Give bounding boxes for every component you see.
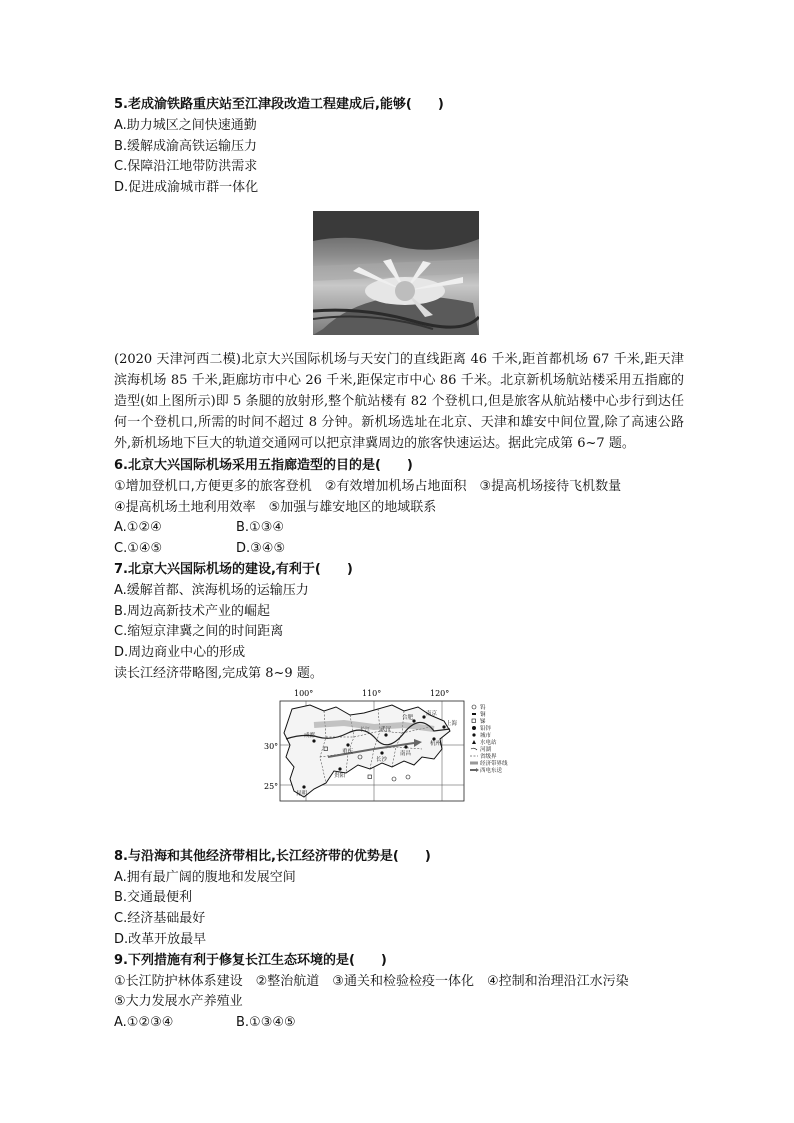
airport-photo-container bbox=[114, 211, 694, 335]
legend-item: 西电东送 bbox=[480, 767, 503, 774]
question-6-option-d[interactable]: D.③④⑤ bbox=[236, 541, 286, 557]
airport-photo-icon bbox=[313, 211, 479, 335]
legend-item: 水电站 bbox=[480, 739, 497, 746]
legend-item: 省级界 bbox=[480, 753, 497, 760]
question-6-stem: 6.北京大兴国际机场采用五指廊造型的目的是( ) bbox=[114, 457, 413, 473]
city-label: 成都 bbox=[304, 732, 316, 739]
question-7-option-b[interactable]: B.周边高新技术产业的崛起 bbox=[114, 603, 271, 619]
question-5-option-c[interactable]: C.保障沿江地带防洪需求 bbox=[114, 159, 258, 175]
question-8-stem: 8.与沿海和其他经济带相比,长江经济带的优势是( ) bbox=[114, 848, 431, 864]
lon-label-100: 100° bbox=[294, 688, 314, 698]
city-label: 重庆 bbox=[342, 748, 354, 755]
question-6-option-a[interactable]: A.①②④ bbox=[114, 520, 162, 536]
legend-river-icon bbox=[471, 748, 477, 750]
legend-item: 锑 bbox=[480, 718, 486, 725]
lon-label-120: 120° bbox=[430, 688, 450, 698]
city-label: 杭州 bbox=[430, 740, 442, 747]
question-5-option-a[interactable]: A.助力城区之间快速通勤 bbox=[114, 117, 257, 133]
question-5-option-d[interactable]: D.促进成渝城市群一体化 bbox=[114, 180, 259, 196]
legend-antimony-icon bbox=[472, 719, 476, 723]
legend-lead-zinc-icon bbox=[472, 726, 476, 730]
question-5-stem: 5.老成渝铁路重庆站至江津段改造工程建成后,能够( ) bbox=[114, 97, 444, 112]
legend-item: 河湖 bbox=[480, 746, 492, 753]
question-7-option-d[interactable]: D.周边商业中心的形成 bbox=[114, 645, 246, 661]
legend-hydropower-icon bbox=[472, 740, 476, 744]
legend-item: 城市 bbox=[480, 732, 492, 739]
question-7-option-c[interactable]: C.缩短京津冀之间的时间距离 bbox=[114, 624, 284, 640]
question-6-options-row-2 bbox=[114, 539, 694, 560]
lat-label-25: 25° bbox=[264, 781, 279, 791]
passage-map-intro: 读长江经济带略图,完成第 8~9 题。 bbox=[114, 665, 323, 681]
city-label: 合肥 bbox=[402, 714, 414, 721]
city-label: 昆明 bbox=[296, 790, 308, 797]
legend-item: 钨 bbox=[480, 704, 486, 711]
yangtze-map-container bbox=[114, 687, 694, 829]
question-8-option-a[interactable]: A.拥有最广阔的腹地和发展空间 bbox=[114, 869, 296, 885]
lon-label-110: 110° bbox=[362, 688, 382, 698]
lat-label-30: 30° bbox=[264, 741, 279, 751]
question-9-option-a[interactable]: A.①②③④ bbox=[114, 1015, 174, 1031]
question-6-items-line-2: ④提高机场土地利用效率 ⑤加强与雄安地区的地域联系 bbox=[114, 499, 437, 515]
question-6-option-c[interactable]: C.①④⑤ bbox=[114, 541, 163, 557]
legend-item: 经济带界线 bbox=[480, 760, 508, 767]
legend-item: 铜 bbox=[480, 711, 486, 718]
passage-airport: (2020 天津河西二模)北京大兴国际机场与天安门的直线距离 46 千米,距首都机场 67 千米,距天津滨海机场 85 千米,距廊坊市中心 26 千米,距保定市中心 86 千米。北京新机场航站楼采用五指廊的造型(如上图所示)即 5 条腿的放射形,整个航站楼有 82 个登机口,但是旅客从航站楼中心步行到达任何一个登机口,所需的时间不超过 8 分钟。新机场选址在北京、天津和雄安中间位置,除了高速公路外,新机场地下巨大的轨道交通网可以把京津冀周边的旅客快速运达。据此完成第 6~7 题。 bbox=[114, 351, 684, 451]
question-8-option-d[interactable]: D.改革开放最早 bbox=[114, 931, 207, 947]
question-9-items-line-1: ①长江防护林体系建设 ②整治航道 ③通关和检验检疫一体化 ④控制和治理沿江水污染 bbox=[114, 973, 629, 989]
airport-aerial-photo bbox=[313, 211, 479, 335]
city-label: 上海 bbox=[446, 720, 458, 727]
question-6-options-row-1 bbox=[114, 518, 694, 539]
question-9-stem: 9.下列措施有利于修复长江生态环境的是( ) bbox=[114, 952, 387, 968]
question-9-option-b[interactable]: B.①③④⑤ bbox=[236, 1015, 296, 1031]
city-label: 贵阳 bbox=[334, 772, 346, 779]
legend-copper-icon bbox=[472, 713, 476, 715]
question-7-stem: 7.北京大兴国际机场的建设,有利于( ) bbox=[114, 561, 353, 577]
question-9-options-row bbox=[114, 1013, 694, 1034]
city-label: 南昌 bbox=[400, 750, 412, 757]
city-label: 长沙 bbox=[376, 756, 388, 763]
question-8-option-c[interactable]: C.经济基础最好 bbox=[114, 911, 206, 927]
legend-power-arrow-icon bbox=[476, 768, 479, 772]
city-label: 武汉 bbox=[380, 726, 392, 733]
question-7-option-a[interactable]: A.缓解首都、滨海机场的运输压力 bbox=[114, 582, 309, 598]
yangtze-economic-belt-map bbox=[264, 687, 536, 829]
question-8-option-b[interactable]: B.交通最便利 bbox=[114, 890, 193, 906]
city-label: 南京 bbox=[426, 710, 438, 717]
river-label: 长江 bbox=[360, 726, 371, 733]
legend-item: 铅锌 bbox=[480, 725, 492, 732]
question-5-option-b[interactable]: B.缓解成渝高铁运输压力 bbox=[114, 138, 258, 154]
question-6-option-b[interactable]: B.①③④ bbox=[236, 520, 285, 536]
document-page bbox=[114, 95, 694, 1034]
legend-city-icon bbox=[472, 733, 475, 736]
question-6-items-line-1: ①增加登机口,方便更多的旅客登机 ②有效增加机场占地面积 ③提高机场接待飞机数量 bbox=[114, 478, 622, 494]
map-legend bbox=[470, 703, 508, 774]
question-9-items-line-2: ⑤大力发展水产养殖业 bbox=[114, 994, 243, 1010]
legend-tungsten-icon bbox=[472, 705, 476, 709]
